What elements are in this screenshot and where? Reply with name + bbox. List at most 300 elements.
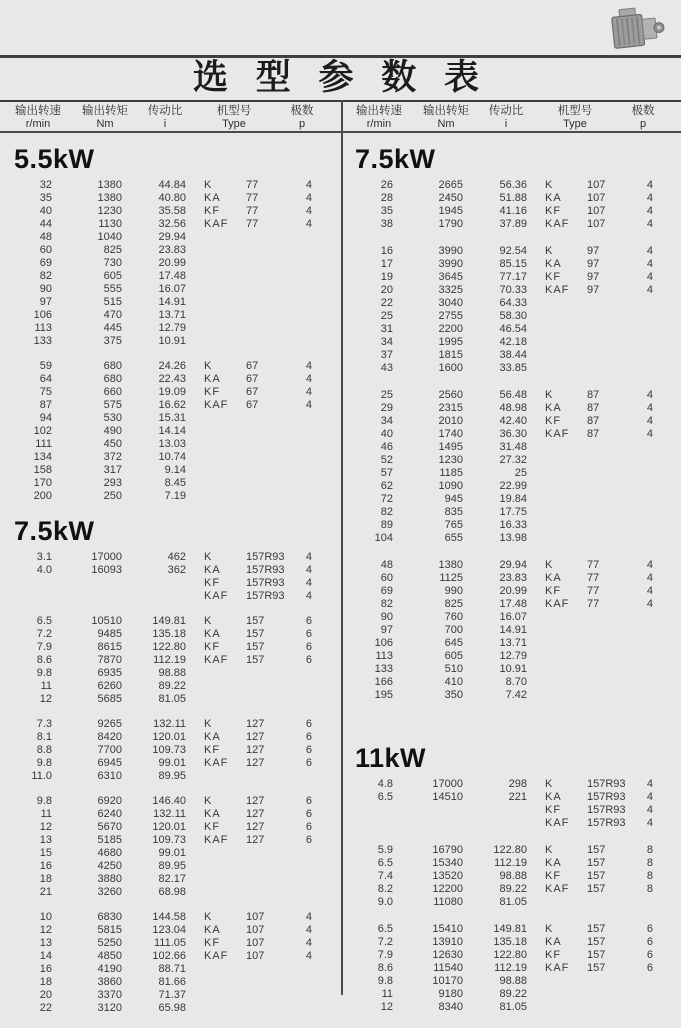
cell-type-size bbox=[244, 244, 300, 257]
table-row bbox=[341, 323, 681, 336]
cell-type-prefix bbox=[186, 490, 244, 503]
cell-output-speed: 94 bbox=[39, 412, 52, 424]
cell-ratio: 81.05 bbox=[158, 693, 186, 705]
cell-type-size bbox=[244, 322, 300, 335]
cell-type-size: 87 bbox=[587, 402, 600, 414]
cell-ratio bbox=[463, 804, 527, 817]
cell-ratio: 12.79 bbox=[158, 322, 186, 334]
cell-output-speed bbox=[14, 590, 52, 603]
table-row bbox=[341, 179, 681, 192]
cell-output-torque: 6920 bbox=[97, 795, 122, 807]
cell-type-size: 107 bbox=[246, 937, 265, 949]
table-row bbox=[341, 506, 681, 519]
cell-ratio: 42.40 bbox=[499, 415, 527, 427]
table-row bbox=[0, 963, 341, 976]
cell-poles bbox=[300, 680, 312, 693]
table-row bbox=[0, 257, 341, 270]
cell-ratio: 16.33 bbox=[499, 519, 527, 531]
cell-type-prefix bbox=[186, 860, 244, 873]
cell-type-prefix bbox=[527, 480, 585, 493]
cell-type-size: 87 bbox=[587, 415, 600, 427]
table-row bbox=[341, 192, 681, 205]
cell-output-speed: 22 bbox=[380, 297, 393, 309]
cell-type-prefix: KA bbox=[545, 936, 562, 948]
cell-output-speed: 16 bbox=[380, 245, 393, 257]
cell-poles bbox=[641, 975, 653, 988]
cell-ratio: 40.80 bbox=[158, 192, 186, 204]
cell-output-speed bbox=[14, 577, 52, 590]
cell-output-torque: 293 bbox=[103, 477, 122, 489]
cell-type-size: 107 bbox=[246, 950, 265, 962]
cell-type-prefix bbox=[527, 624, 585, 637]
table-row bbox=[0, 192, 341, 205]
cell-poles: 6 bbox=[305, 615, 312, 627]
cell-ratio: 14.91 bbox=[499, 624, 527, 636]
cell-ratio: 88.71 bbox=[158, 963, 186, 975]
cell-output-torque: 660 bbox=[103, 386, 122, 398]
cell-ratio: 135.18 bbox=[493, 936, 527, 948]
cell-output-torque: 6260 bbox=[97, 680, 122, 692]
cell-output-torque: 17000 bbox=[432, 778, 463, 790]
cell-ratio: 56.48 bbox=[499, 389, 527, 401]
cell-type-size bbox=[244, 680, 300, 693]
cell-type-size: 127 bbox=[246, 821, 265, 833]
cell-type-size bbox=[244, 464, 300, 477]
cell-type-size bbox=[585, 624, 641, 637]
cell-type-prefix bbox=[186, 680, 244, 693]
cell-ratio: 112.19 bbox=[153, 654, 186, 666]
table-row bbox=[0, 795, 341, 808]
table-row bbox=[0, 667, 341, 680]
cell-ratio: 65.98 bbox=[158, 1002, 186, 1014]
cell-type-prefix: KAF bbox=[204, 654, 229, 666]
cell-output-torque: 317 bbox=[103, 464, 122, 476]
cell-output-speed: 69 bbox=[39, 257, 52, 269]
cell-poles bbox=[641, 349, 653, 362]
cell-output-speed: 17 bbox=[380, 258, 393, 270]
cell-type-prefix: K bbox=[545, 778, 554, 790]
cell-output-speed: 22 bbox=[39, 1002, 52, 1014]
cell-output-torque: 700 bbox=[444, 624, 463, 636]
cell-poles bbox=[300, 886, 312, 899]
cell-output-speed: 6.5 bbox=[377, 857, 393, 869]
cell-output-speed: 113 bbox=[375, 650, 393, 662]
cell-output-speed: 9.8 bbox=[36, 795, 52, 807]
cell-output-torque: 530 bbox=[103, 412, 122, 424]
cell-ratio: 13.71 bbox=[499, 637, 527, 649]
cell-type-size bbox=[244, 860, 300, 873]
cell-type-prefix bbox=[186, 438, 244, 451]
cell-ratio: 10.74 bbox=[158, 451, 186, 463]
cell-output-speed: 7.2 bbox=[377, 936, 393, 948]
row-group bbox=[0, 551, 341, 603]
table-row bbox=[0, 693, 341, 706]
table-row bbox=[341, 637, 681, 650]
cell-type-size: 77 bbox=[246, 205, 259, 217]
cell-poles: 6 bbox=[305, 628, 312, 640]
cell-type-prefix: KA bbox=[204, 924, 221, 936]
cell-poles: 8 bbox=[646, 857, 653, 869]
cell-type-size bbox=[244, 667, 300, 680]
cell-type-prefix: KAF bbox=[204, 218, 229, 230]
cell-output-speed: 9.0 bbox=[377, 896, 393, 908]
cell-output-torque: 12630 bbox=[432, 949, 463, 961]
cell-poles bbox=[300, 451, 312, 464]
table-row bbox=[0, 270, 341, 283]
cell-type-prefix: KF bbox=[545, 949, 562, 961]
cell-output-torque: 1090 bbox=[438, 480, 463, 492]
cell-type-size bbox=[585, 349, 641, 362]
cell-ratio: 31.48 bbox=[499, 441, 527, 453]
cell-poles bbox=[300, 309, 312, 322]
cell-output-torque: 1040 bbox=[97, 231, 122, 243]
cell-type-size: 157R93 bbox=[246, 590, 285, 602]
cell-output-speed: 7.9 bbox=[36, 641, 52, 653]
table-row bbox=[0, 179, 341, 192]
cell-poles: 4 bbox=[305, 218, 312, 230]
cell-ratio: 27.32 bbox=[499, 454, 527, 466]
column-header-label: 机型号 bbox=[216, 105, 252, 117]
cell-output-speed: 8.8 bbox=[36, 744, 52, 756]
cell-type-prefix: KA bbox=[545, 857, 562, 869]
cell-output-torque: 765 bbox=[444, 519, 463, 531]
cell-poles bbox=[641, 676, 653, 689]
cell-ratio: 12.79 bbox=[499, 650, 527, 662]
column-header-label: 传动比 bbox=[488, 105, 524, 117]
table-row bbox=[341, 962, 681, 975]
section-heading: 11kW bbox=[355, 743, 427, 773]
cell-output-speed: 133 bbox=[374, 663, 393, 675]
cell-ratio: 17.48 bbox=[499, 598, 527, 610]
cell-output-torque: 3645 bbox=[438, 271, 463, 283]
cell-ratio: 29.94 bbox=[158, 231, 186, 243]
table-row bbox=[341, 804, 681, 817]
table-row bbox=[0, 490, 341, 503]
table-row bbox=[0, 976, 341, 989]
cell-ratio: 81.05 bbox=[499, 896, 527, 908]
cell-ratio bbox=[122, 590, 186, 603]
cell-ratio: 19.09 bbox=[158, 386, 186, 398]
cell-type-prefix bbox=[186, 693, 244, 706]
cell-poles bbox=[641, 506, 653, 519]
cell-type-size: 127 bbox=[246, 834, 265, 846]
cell-output-torque: 9180 bbox=[438, 988, 463, 1000]
cell-ratio: 17.48 bbox=[158, 270, 186, 282]
cell-output-torque: 10510 bbox=[91, 615, 122, 627]
table-row bbox=[341, 310, 681, 323]
cell-output-speed: 20 bbox=[39, 989, 52, 1001]
cell-poles bbox=[300, 976, 312, 989]
cell-poles bbox=[300, 873, 312, 886]
row-group bbox=[341, 923, 681, 1014]
cell-type-size bbox=[585, 441, 641, 454]
cell-poles: 4 bbox=[646, 271, 653, 283]
cell-output-speed: 11 bbox=[381, 988, 393, 1000]
cell-output-speed: 82 bbox=[380, 506, 393, 518]
cell-output-torque: 16093 bbox=[91, 564, 122, 576]
row-group bbox=[0, 718, 341, 783]
column-header-unit: Type bbox=[563, 118, 587, 130]
table-row bbox=[0, 412, 341, 425]
table-row bbox=[341, 936, 681, 949]
cell-type-size bbox=[244, 477, 300, 490]
cell-output-torque: 14510 bbox=[432, 791, 463, 803]
cell-type-prefix bbox=[527, 441, 585, 454]
cell-ratio: 81.66 bbox=[158, 976, 186, 988]
cell-type-size: 67 bbox=[246, 373, 259, 385]
cell-ratio: 221 bbox=[508, 791, 527, 803]
cell-poles: 4 bbox=[305, 551, 312, 563]
cell-type-size bbox=[585, 689, 641, 702]
cell-poles: 4 bbox=[305, 360, 312, 372]
cell-output-torque: 4250 bbox=[97, 860, 122, 872]
cell-type-size: 77 bbox=[587, 559, 600, 571]
cell-ratio: 112.19 bbox=[494, 857, 527, 869]
cell-poles bbox=[641, 323, 653, 336]
cell-ratio: 19.84 bbox=[499, 493, 527, 505]
cell-type-prefix: KAF bbox=[204, 950, 229, 962]
cell-type-prefix bbox=[527, 676, 585, 689]
cell-ratio: 36.30 bbox=[499, 428, 527, 440]
cell-type-prefix bbox=[186, 244, 244, 257]
cell-type-prefix: KF bbox=[545, 271, 562, 283]
section-heading: 7.5kW bbox=[14, 516, 95, 546]
cell-output-speed: 75 bbox=[39, 386, 52, 398]
table-row bbox=[341, 415, 681, 428]
cell-output-torque: 575 bbox=[103, 399, 122, 411]
cell-type-prefix: KA bbox=[545, 402, 562, 414]
cell-output-speed bbox=[355, 804, 393, 817]
cell-output-speed: 3.1 bbox=[36, 551, 52, 563]
cell-type-size bbox=[244, 770, 300, 783]
cell-type-size bbox=[244, 693, 300, 706]
column-header bbox=[196, 104, 272, 131]
cell-ratio: 98.88 bbox=[499, 975, 527, 987]
cell-type-size: 157 bbox=[587, 962, 606, 974]
cell-ratio: 109.73 bbox=[152, 744, 186, 756]
cell-output-speed bbox=[355, 817, 393, 830]
table-row bbox=[341, 389, 681, 402]
cell-ratio: 92.54 bbox=[499, 245, 527, 257]
cell-type-prefix bbox=[186, 847, 244, 860]
cell-type-prefix bbox=[527, 467, 585, 480]
table-row bbox=[341, 284, 681, 297]
cell-output-torque: 1130 bbox=[98, 218, 122, 230]
cell-output-speed: 90 bbox=[39, 283, 52, 295]
cell-type-prefix bbox=[186, 667, 244, 680]
table-row bbox=[341, 441, 681, 454]
cell-ratio: 98.88 bbox=[158, 667, 186, 679]
cell-type-size: 97 bbox=[587, 258, 600, 270]
cell-type-size bbox=[244, 1002, 300, 1015]
cell-poles: 4 bbox=[646, 218, 653, 230]
cell-output-speed: 29 bbox=[380, 402, 393, 414]
cell-poles: 4 bbox=[646, 598, 653, 610]
cell-poles bbox=[300, 425, 312, 438]
cell-poles bbox=[300, 860, 312, 873]
table-row bbox=[0, 1002, 341, 1015]
cell-output-torque: 470 bbox=[103, 309, 122, 321]
cell-poles: 6 bbox=[646, 949, 653, 961]
cell-type-size bbox=[585, 297, 641, 310]
cell-poles: 6 bbox=[305, 795, 312, 807]
cell-type-prefix: KA bbox=[545, 192, 562, 204]
cell-ratio: 122.80 bbox=[493, 949, 527, 961]
cell-output-speed: 9.8 bbox=[377, 975, 393, 987]
cell-ratio: 16.07 bbox=[158, 283, 186, 295]
cell-type-size bbox=[244, 270, 300, 283]
table-row bbox=[0, 654, 341, 667]
cell-type-prefix: KA bbox=[204, 373, 221, 385]
cell-type-prefix bbox=[186, 464, 244, 477]
cell-output-torque: 2665 bbox=[438, 179, 463, 191]
row-group bbox=[0, 179, 341, 348]
cell-ratio: 109.73 bbox=[152, 834, 186, 846]
cell-output-speed: 52 bbox=[380, 454, 393, 466]
table-row bbox=[341, 663, 681, 676]
column-header-label: 输出转矩 bbox=[423, 105, 469, 117]
cell-poles bbox=[300, 464, 312, 477]
cell-output-torque: 5250 bbox=[97, 937, 122, 949]
table-row bbox=[341, 988, 681, 1001]
section-heading: 7.5kW bbox=[355, 144, 436, 174]
cell-type-size bbox=[585, 362, 641, 375]
table-row bbox=[0, 425, 341, 438]
table-row bbox=[0, 322, 341, 335]
cell-output-speed: 4.8 bbox=[377, 778, 393, 790]
cell-type-size: 157R93 bbox=[587, 778, 626, 790]
column-header-label: 机型号 bbox=[557, 105, 593, 117]
cell-poles bbox=[641, 467, 653, 480]
cell-output-torque: 760 bbox=[444, 611, 463, 623]
cell-type-size bbox=[244, 412, 300, 425]
cell-type-prefix: KAF bbox=[545, 284, 570, 296]
table-row bbox=[0, 551, 341, 564]
cell-type-size bbox=[244, 873, 300, 886]
page-title: 选 型 参 数 表 bbox=[193, 58, 488, 97]
cell-output-torque: 1380 bbox=[97, 179, 122, 191]
row-group bbox=[341, 559, 681, 702]
column-header bbox=[613, 104, 673, 131]
cell-type-prefix bbox=[527, 519, 585, 532]
table-row bbox=[341, 650, 681, 663]
column-headers-left bbox=[0, 102, 341, 131]
cell-type-prefix bbox=[527, 650, 585, 663]
cell-poles bbox=[300, 490, 312, 503]
cell-ratio bbox=[122, 577, 186, 590]
cell-ratio: 22.99 bbox=[499, 480, 527, 492]
cell-type-prefix: KF bbox=[545, 205, 562, 217]
cell-ratio: 99.01 bbox=[158, 757, 186, 769]
cell-type-prefix bbox=[527, 663, 585, 676]
cell-ratio: 146.40 bbox=[152, 795, 186, 807]
column-header-unit: r/min bbox=[366, 118, 392, 130]
table-row bbox=[0, 847, 341, 860]
cell-output-speed: 111 bbox=[35, 438, 52, 450]
cell-poles bbox=[300, 438, 312, 451]
cell-output-speed: 6.5 bbox=[36, 615, 52, 627]
cell-type-prefix: KAF bbox=[545, 598, 570, 610]
cell-output-torque: 490 bbox=[103, 425, 122, 437]
table-row bbox=[0, 564, 341, 577]
cell-type-prefix: K bbox=[204, 615, 213, 627]
cell-type-prefix bbox=[186, 231, 244, 244]
cell-type-size bbox=[585, 676, 641, 689]
cell-poles bbox=[300, 257, 312, 270]
cell-output-torque: 3040 bbox=[438, 297, 463, 309]
cell-ratio: 70.33 bbox=[499, 284, 527, 296]
table-row bbox=[341, 559, 681, 572]
cell-poles bbox=[300, 231, 312, 244]
cell-poles bbox=[641, 480, 653, 493]
cell-output-speed: 166 bbox=[374, 676, 393, 688]
cell-ratio: 13.03 bbox=[158, 438, 186, 450]
cell-ratio: 46.54 bbox=[499, 323, 527, 335]
cell-type-prefix: KAF bbox=[204, 757, 229, 769]
cell-type-size: 77 bbox=[246, 192, 259, 204]
cell-poles bbox=[641, 297, 653, 310]
cell-poles bbox=[641, 663, 653, 676]
cell-output-speed: 12 bbox=[39, 693, 52, 705]
table-row bbox=[341, 245, 681, 258]
cell-type-prefix: K bbox=[545, 844, 554, 856]
cell-type-prefix: KA bbox=[204, 192, 221, 204]
column-header-unit: p bbox=[639, 118, 647, 130]
cell-ratio: 85.15 bbox=[499, 258, 527, 270]
table-row bbox=[341, 572, 681, 585]
cell-poles bbox=[641, 689, 653, 702]
cell-ratio: 15.31 bbox=[158, 412, 186, 424]
cell-poles: 6 bbox=[305, 757, 312, 769]
cell-output-speed: 8.6 bbox=[36, 654, 52, 666]
cell-type-prefix bbox=[186, 989, 244, 1002]
cell-type-prefix bbox=[527, 323, 585, 336]
cell-type-prefix bbox=[527, 310, 585, 323]
table-row bbox=[0, 937, 341, 950]
cell-output-speed: 62 bbox=[380, 480, 393, 492]
cell-type-prefix: KF bbox=[545, 585, 562, 597]
cell-poles: 4 bbox=[305, 950, 312, 962]
power-section bbox=[0, 143, 341, 503]
cell-output-speed: 16 bbox=[39, 963, 52, 975]
cell-output-torque: 9265 bbox=[97, 718, 122, 730]
table-row bbox=[0, 757, 341, 770]
cell-poles: 4 bbox=[646, 428, 653, 440]
table-row bbox=[0, 283, 341, 296]
table-row bbox=[341, 689, 681, 702]
cell-poles bbox=[641, 611, 653, 624]
cell-output-torque: 9485 bbox=[97, 628, 122, 640]
cell-poles: 4 bbox=[646, 804, 653, 816]
cell-ratio: 132.11 bbox=[153, 808, 186, 820]
cell-type-prefix: K bbox=[204, 551, 213, 563]
cell-output-speed: 9.8 bbox=[36, 757, 52, 769]
cell-output-torque: 4850 bbox=[97, 950, 122, 962]
cell-ratio: 25 bbox=[514, 467, 527, 479]
table-row bbox=[341, 844, 681, 857]
cell-poles bbox=[300, 335, 312, 348]
cell-output-torque: 680 bbox=[103, 360, 122, 372]
cell-poles: 4 bbox=[305, 179, 312, 191]
cell-type-size: 67 bbox=[246, 360, 259, 372]
cell-output-speed: 32 bbox=[39, 179, 52, 191]
cell-ratio: 7.19 bbox=[164, 490, 186, 502]
cell-poles: 6 bbox=[305, 744, 312, 756]
cell-type-size bbox=[585, 1001, 641, 1014]
row-group bbox=[341, 778, 681, 830]
cell-type-prefix bbox=[527, 506, 585, 519]
cell-output-torque: 4680 bbox=[97, 847, 122, 859]
